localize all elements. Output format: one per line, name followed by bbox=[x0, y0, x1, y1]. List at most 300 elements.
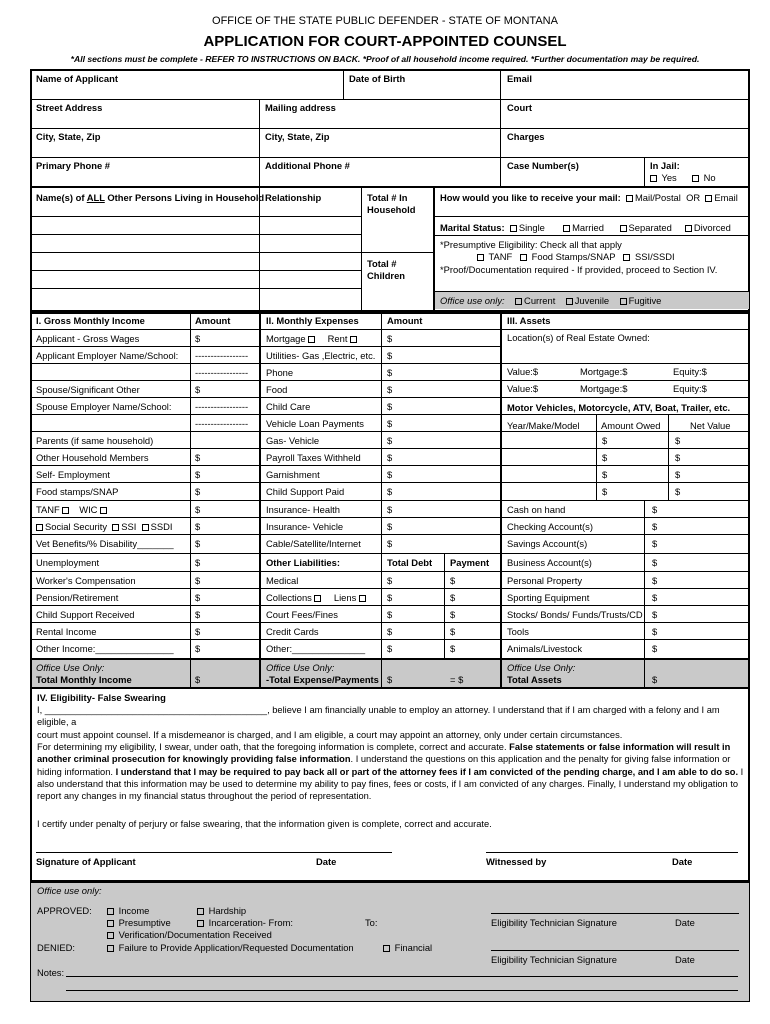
checkbox-icon[interactable] bbox=[107, 920, 114, 927]
label-children: Children bbox=[367, 270, 406, 281]
wic-label: WIC bbox=[79, 504, 98, 515]
expense-row-amount[interactable]: $ bbox=[387, 486, 393, 497]
liability-row-collections-liens bbox=[266, 592, 368, 603]
fugitive-option: Fugitive bbox=[628, 295, 662, 306]
income-row-label: Spouse Employer Name/School: bbox=[36, 401, 172, 412]
real-estate-equity-1: Equity:$ bbox=[673, 366, 707, 377]
mail-postal-option: Mail/Postal bbox=[635, 192, 681, 203]
snap-option: Food Stamps/SNAP bbox=[531, 251, 616, 262]
label-city-state-zip: City, State, Zip bbox=[36, 131, 101, 142]
expense-row-label: Cable/Satellite/Internet bbox=[266, 538, 361, 549]
liability-total-debt[interactable]: $ bbox=[387, 626, 393, 637]
presumptive-label: *Presumptive Eligibility: Check all that apply bbox=[440, 239, 622, 250]
checkbox-icon[interactable] bbox=[510, 225, 517, 232]
checkbox-icon[interactable] bbox=[477, 254, 484, 261]
vehicle-net-value[interactable]: $ bbox=[675, 469, 681, 480]
p2-b: False statements or false information will result in another criminal prosecution for knowingly providing false information bbox=[37, 742, 731, 765]
approved-verification-label: Verification/Documentation Received bbox=[118, 929, 272, 940]
real-estate-equity-2: Equity:$ bbox=[673, 383, 707, 394]
checkbox-icon[interactable] bbox=[308, 336, 315, 343]
expense-row-amount[interactable]: $ bbox=[387, 350, 393, 361]
office-use-label: Office use only: bbox=[440, 295, 505, 306]
denied-financial[interactable] bbox=[383, 942, 432, 953]
approved-incarceration-label: Incarceration- From: bbox=[208, 917, 294, 928]
income-row-line bbox=[30, 397, 261, 398]
asset-row-amount[interactable]: $ bbox=[652, 592, 658, 603]
mail-preference bbox=[440, 192, 738, 203]
checkbox-icon[interactable] bbox=[36, 524, 43, 531]
asset-row-amount[interactable]: $ bbox=[652, 504, 658, 515]
income-row-label: Applicant - Gross Wages bbox=[36, 333, 140, 344]
income-row-line bbox=[30, 605, 261, 606]
asset-row-label: Business Account(s) bbox=[507, 557, 592, 568]
income-row-amount[interactable]: ----------------- bbox=[195, 350, 249, 361]
approved-hardship-label: Hardship bbox=[208, 905, 247, 916]
header-row-line bbox=[30, 329, 750, 330]
vehicles-header: Motor Vehicles, Motorcycle, ATV, Boat, Trailer, etc. bbox=[507, 402, 731, 413]
witness-date-label: Date bbox=[672, 856, 693, 867]
liability-total-debt[interactable]: $ bbox=[387, 643, 393, 654]
proof-note: *Proof/Documentation required - If provided, proceed to Section IV. bbox=[440, 264, 718, 275]
asset-row-label: Personal Property bbox=[507, 575, 583, 586]
tech-date-label-2: Date bbox=[675, 954, 695, 965]
liability-payment[interactable]: $ bbox=[450, 643, 456, 654]
witnessed-by-label: Witnessed by bbox=[486, 856, 547, 867]
real-estate-value-2: Value:$ bbox=[507, 383, 539, 394]
tech-signature-label-1: Eligibility Technician Signature bbox=[491, 917, 617, 928]
income-row-line bbox=[30, 571, 261, 572]
expense-row-amount[interactable]: $ bbox=[387, 469, 393, 480]
checkbox-icon[interactable] bbox=[563, 225, 570, 232]
liens-label: Liens bbox=[333, 592, 357, 603]
form-title: APPLICATION FOR COURT-APPOINTED COUNSEL bbox=[203, 33, 567, 50]
total-monthly-income-value[interactable]: $ bbox=[195, 674, 201, 685]
expense-office-use: Office Use Only: bbox=[266, 662, 335, 673]
checkbox-icon[interactable] bbox=[62, 507, 69, 514]
notes-line-1[interactable] bbox=[66, 976, 738, 977]
expense-row-label: Insurance- Vehicle bbox=[266, 521, 344, 532]
notes-label: Notes: bbox=[37, 967, 65, 978]
liability-payment[interactable]: $ bbox=[450, 575, 456, 586]
income-row-amount[interactable]: $ bbox=[195, 504, 201, 515]
denied-financial-label: Financial bbox=[394, 942, 433, 953]
income-row-amount[interactable]: $ bbox=[195, 643, 201, 654]
asset-row-amount[interactable]: $ bbox=[652, 626, 658, 637]
checkbox-icon[interactable] bbox=[685, 225, 692, 232]
liability-payment[interactable]: $ bbox=[450, 592, 456, 603]
total-assets-value[interactable]: $ bbox=[652, 674, 658, 685]
juvenile-option: Juvenile bbox=[574, 295, 610, 306]
asset-row-label: Checking Account(s) bbox=[507, 521, 593, 532]
liability-payment[interactable]: $ bbox=[450, 609, 456, 620]
assets-header: III. Assets bbox=[507, 315, 551, 326]
income-row-amount[interactable]: $ bbox=[195, 333, 201, 344]
total-expense-value[interactable]: $ bbox=[387, 674, 393, 685]
asset-row-line bbox=[501, 553, 750, 554]
income-row-amount[interactable]: $ bbox=[195, 486, 201, 497]
approved-presumptive-label: Presumptive bbox=[118, 917, 171, 928]
income-row-line bbox=[30, 639, 261, 640]
real-estate-label: Location(s) of Real Estate Owned: bbox=[507, 332, 650, 343]
denied-failure-label: Failure to Provide Application/Requested Documentation bbox=[118, 942, 354, 953]
ssdi-label: SSDI bbox=[150, 521, 173, 532]
expense-row-line bbox=[260, 448, 501, 449]
expense-row-label: Gas- Vehicle bbox=[266, 435, 320, 446]
label-case-numbers: Case Number(s) bbox=[507, 160, 579, 171]
expense-row-line bbox=[260, 397, 501, 398]
asset-row-line bbox=[501, 380, 750, 381]
witness-line[interactable] bbox=[486, 852, 738, 853]
income-row-amount[interactable]: $ bbox=[195, 557, 201, 568]
checkbox-icon[interactable] bbox=[650, 175, 657, 182]
checkbox-icon[interactable] bbox=[350, 336, 357, 343]
real-estate-mortgage-1: Mortgage:$ bbox=[580, 366, 628, 377]
expense-row-amount[interactable]: $ bbox=[387, 538, 393, 549]
label-total-children: Total # bbox=[367, 258, 397, 269]
income-row-label: Spouse/Significant Other bbox=[36, 384, 140, 395]
checkbox-icon[interactable] bbox=[623, 254, 630, 261]
tech-signature-label-2: Eligibility Technician Signature bbox=[491, 954, 617, 965]
form-note: *All sections must be complete - REFER TO INSTRUCTIONS ON BACK. *Proof of all household income required. *Further documentation may be required. bbox=[70, 54, 700, 64]
expense-row-line bbox=[260, 500, 501, 501]
liability-row-label: Other:______________ bbox=[266, 643, 366, 654]
expense-row-label: Vehicle Loan Payments bbox=[266, 418, 364, 429]
approved-income-label: Income bbox=[118, 905, 150, 916]
income-row-label: Food stamps/SNAP bbox=[36, 486, 119, 497]
asset-row-label: Sporting Equipment bbox=[507, 592, 590, 603]
checkbox-icon[interactable] bbox=[705, 195, 712, 202]
asset-row-line bbox=[501, 397, 750, 398]
asset-row-line bbox=[501, 639, 750, 640]
checkbox-icon[interactable] bbox=[692, 175, 699, 182]
office-title: OFFICE OF THE STATE PUBLIC DEFENDER - STATE OF MONTANA bbox=[212, 15, 558, 27]
expense-row-label: Garnishment bbox=[266, 469, 320, 480]
checkbox-icon[interactable] bbox=[142, 524, 149, 531]
expense-row-line bbox=[260, 346, 501, 347]
asset-row-line bbox=[501, 605, 750, 606]
expense-row-amount[interactable]: $ bbox=[387, 435, 393, 446]
label-date-of-birth: Date of Birth bbox=[349, 73, 406, 84]
signature-date-label: Date bbox=[316, 856, 337, 867]
eligibility-header: IV. Eligibility- False Swearing bbox=[37, 692, 166, 703]
income-row-amount[interactable]: ----------------- bbox=[195, 418, 249, 429]
label-mailing-city-state-zip: City, State, Zip bbox=[265, 131, 330, 142]
income-row-amount[interactable]: $ bbox=[195, 626, 201, 637]
label-relationship: Relationship bbox=[265, 192, 322, 203]
income-amount-header: Amount bbox=[195, 315, 231, 326]
expense-row-mortgage-rent bbox=[266, 333, 359, 344]
vehicle-amount-owed[interactable]: $ bbox=[602, 486, 608, 497]
income-row-line bbox=[30, 553, 261, 554]
income-row-line bbox=[30, 414, 261, 415]
vehicle-amount-owed[interactable]: $ bbox=[602, 435, 608, 446]
vehicle-net-value[interactable]: $ bbox=[675, 486, 681, 497]
income-row-amount[interactable]: $ bbox=[195, 609, 201, 620]
checkbox-icon[interactable] bbox=[197, 908, 204, 915]
office-use-status bbox=[440, 295, 661, 306]
single-option: Single bbox=[518, 222, 545, 233]
income-office-use: Office Use Only: bbox=[36, 662, 105, 673]
expense-row-amount[interactable]: $ bbox=[387, 452, 393, 463]
asset-row-line bbox=[501, 517, 750, 518]
income-row-amount[interactable]: $ bbox=[195, 469, 201, 480]
income-row-line bbox=[30, 517, 261, 518]
income-row-amount[interactable]: $ bbox=[195, 384, 201, 395]
income-header: I. Gross Monthly Income bbox=[36, 315, 145, 326]
ssi-label: SSI bbox=[121, 521, 137, 532]
approved-presumptive[interactable] bbox=[107, 917, 171, 928]
expense-row-label: Phone bbox=[266, 367, 294, 378]
total-expense-label: -Total Expense/Payments bbox=[266, 674, 379, 685]
income-row-line bbox=[30, 431, 261, 432]
income-row-label: Rental Income bbox=[36, 626, 97, 637]
presumptive-options bbox=[477, 251, 675, 262]
vehicle-amount-owed[interactable]: $ bbox=[602, 452, 608, 463]
income-row-amount[interactable]: ----------------- bbox=[195, 401, 249, 412]
vehicle-net-value[interactable]: $ bbox=[675, 435, 681, 446]
label-email: Email bbox=[507, 73, 533, 84]
income-row-amount[interactable]: ----------------- bbox=[195, 367, 249, 378]
tanf-option: TANF bbox=[488, 251, 513, 262]
in-jail-no-label: No bbox=[703, 172, 716, 183]
asset-row-amount[interactable]: $ bbox=[652, 538, 658, 549]
income-row-amount[interactable]: $ bbox=[195, 538, 201, 549]
label-in-jail: In Jail: bbox=[650, 160, 680, 171]
expense-row-line bbox=[260, 571, 501, 572]
asset-row-line bbox=[501, 431, 750, 432]
approved-label: APPROVED: bbox=[37, 905, 92, 916]
notes-line-2[interactable] bbox=[66, 990, 738, 991]
in-jail-yes-label: Yes bbox=[661, 172, 677, 183]
p2-e: I also understand that this information may be used to determine my ability to pay fines, fees or costs, if I am convicted of any charges. Finally, I understand my obligation to report any changes in my financial status throughout the period of representation. bbox=[37, 766, 744, 802]
expense-row-line bbox=[260, 534, 501, 535]
denied-failure[interactable] bbox=[107, 942, 354, 953]
asset-row-amount[interactable]: $ bbox=[652, 609, 658, 620]
expenses-amount-header: Amount bbox=[387, 315, 423, 326]
collections-label: Collections bbox=[266, 592, 312, 603]
income-row-label: Other Household Members bbox=[36, 452, 149, 463]
expense-row-amount[interactable]: $ bbox=[387, 504, 393, 515]
income-row-label: Other Income:_______________ bbox=[36, 643, 174, 654]
label-mailing-address: Mailing address bbox=[265, 102, 336, 113]
checkbox-icon[interactable] bbox=[566, 298, 573, 305]
label-street-address: Street Address bbox=[36, 102, 103, 113]
asset-row-label: Savings Account(s) bbox=[507, 538, 588, 549]
tech-date-label-1: Date bbox=[675, 917, 695, 928]
expense-row-label: Payroll Taxes Withheld bbox=[266, 452, 361, 463]
label-charges: Charges bbox=[507, 131, 545, 142]
office-use-only-label: Office use only: bbox=[37, 885, 102, 896]
income-row-label: Worker's Compensation bbox=[36, 575, 136, 586]
asset-row-line bbox=[501, 482, 750, 483]
total-payment-value[interactable]: = $ bbox=[450, 674, 464, 685]
in-jail-yes[interactable] bbox=[650, 172, 677, 183]
income-row-line bbox=[30, 588, 261, 589]
asset-row-line bbox=[501, 571, 750, 572]
current-option: Current bbox=[524, 295, 556, 306]
other-liabilities-header: Other Liabilities: bbox=[266, 557, 340, 568]
marital-status bbox=[440, 222, 731, 233]
label-household: Household bbox=[367, 204, 416, 215]
label-court: Court bbox=[507, 102, 532, 113]
expense-row-line bbox=[260, 465, 501, 466]
eligibility-paragraph-1 bbox=[37, 704, 749, 741]
expense-row-label: Utilities- Gas ,Electric, etc. bbox=[266, 350, 376, 361]
social-security-label: Social Security bbox=[45, 521, 108, 532]
liability-row-label: Medical bbox=[266, 575, 299, 586]
tech-signature-line-2[interactable] bbox=[491, 950, 739, 951]
income-row-label: Pension/Retirement bbox=[36, 592, 119, 603]
checkbox-icon[interactable] bbox=[383, 945, 390, 952]
email-option: Email bbox=[714, 192, 738, 203]
checkbox-icon[interactable] bbox=[626, 195, 633, 202]
income-row-amount[interactable]: $ bbox=[195, 592, 201, 603]
tanf-label: TANF bbox=[36, 504, 60, 515]
expense-row-line bbox=[260, 639, 501, 640]
net-value-header: Net Value bbox=[690, 420, 731, 431]
expense-row-amount[interactable]: $ bbox=[387, 384, 393, 395]
expense-row-label: Child Support Paid bbox=[266, 486, 345, 497]
vehicle-amount-owed[interactable]: $ bbox=[602, 469, 608, 480]
amount-owed-header: Amount Owed bbox=[601, 420, 661, 431]
label-additional-phone: Additional Phone # bbox=[265, 160, 350, 171]
expense-row-amount[interactable]: $ bbox=[387, 333, 393, 344]
income-row-label: Self- Employment bbox=[36, 469, 110, 480]
p2-c: . I understand the questions on this application and the penalty for giving false information or hiding information. bbox=[37, 754, 731, 777]
checkbox-icon[interactable] bbox=[359, 595, 366, 602]
label-name-of-applicant: Name of Applicant bbox=[36, 73, 118, 84]
liability-payment[interactable]: $ bbox=[450, 626, 456, 637]
tech-signature-line-1[interactable] bbox=[491, 913, 739, 914]
expense-row-line bbox=[260, 588, 501, 589]
checkbox-icon[interactable] bbox=[112, 524, 119, 531]
income-row-line bbox=[30, 363, 261, 364]
expense-row-line bbox=[260, 517, 501, 518]
asset-row-line bbox=[501, 448, 750, 449]
label-total-in: Total # In bbox=[367, 192, 408, 203]
income-row-amount[interactable]: $ bbox=[195, 521, 201, 532]
checkbox-icon[interactable] bbox=[107, 932, 114, 939]
p2-d: I understand that I may be required to pay back all or part of the attorney fees if I am convicted of the pending charge, and I am able to do so. bbox=[115, 766, 739, 777]
rent-label: Rent bbox=[327, 333, 348, 344]
year-make-model-header: Year/Make/Model bbox=[507, 420, 580, 431]
signature-label: Signature of Applicant bbox=[36, 856, 136, 867]
income-row-amount[interactable]: $ bbox=[195, 452, 201, 463]
checkbox-icon[interactable] bbox=[314, 595, 321, 602]
income-row-label: Vet Benefits/% Disability_______ bbox=[36, 538, 174, 549]
asset-row-amount[interactable]: $ bbox=[652, 643, 658, 654]
signature-line[interactable] bbox=[36, 852, 392, 853]
real-estate-mortgage-2: Mortgage:$ bbox=[580, 383, 628, 394]
liability-total-debt[interactable]: $ bbox=[387, 575, 393, 586]
expense-row-line bbox=[260, 380, 501, 381]
expense-row-line bbox=[260, 431, 501, 432]
asset-row-line bbox=[501, 588, 750, 589]
expense-row-line bbox=[260, 414, 501, 415]
approved-hardship[interactable] bbox=[197, 905, 246, 916]
asset-row-amount[interactable]: $ bbox=[652, 575, 658, 586]
assets-office-use: Office Use Only: bbox=[507, 662, 576, 673]
liability-total-debt[interactable]: $ bbox=[387, 609, 393, 620]
expense-row-amount[interactable]: $ bbox=[387, 418, 393, 429]
income-row-line bbox=[30, 534, 261, 535]
eligibility-paragraph-3: I certify under penalty of perjury or false swearing, that the information given is complete, correct and accurate. bbox=[37, 819, 492, 829]
income-row-line bbox=[30, 482, 261, 483]
married-option: Married bbox=[572, 222, 604, 233]
approved-verification[interactable] bbox=[107, 929, 272, 940]
expense-row-line bbox=[260, 605, 501, 606]
checkbox-icon[interactable] bbox=[620, 225, 627, 232]
liability-total-debt[interactable]: $ bbox=[387, 592, 393, 603]
incarceration-to-label: To: bbox=[365, 917, 378, 928]
asset-row-label: Tools bbox=[507, 626, 529, 637]
divorced-option: Divorced bbox=[693, 222, 731, 233]
total-assets-label: Total Assets bbox=[507, 674, 562, 685]
expenses-header: II. Monthly Expenses bbox=[266, 315, 359, 326]
income-row-social-security bbox=[36, 521, 172, 532]
expense-row-amount[interactable]: $ bbox=[387, 401, 393, 412]
income-row-line bbox=[30, 500, 261, 501]
marital-status-label: Marital Status: bbox=[440, 222, 505, 233]
p2-a: For determining my eligibility, I swear, under oath, that the foregoing information is complete, correct and accurate. bbox=[37, 742, 510, 752]
income-row-line bbox=[30, 465, 261, 466]
total-monthly-income-label: Total Monthly Income bbox=[36, 674, 132, 685]
expense-row-label: Food bbox=[266, 384, 288, 395]
checkbox-icon[interactable] bbox=[620, 298, 627, 305]
checkbox-icon[interactable] bbox=[520, 254, 527, 261]
expense-row-line bbox=[260, 553, 501, 554]
income-row-label: Applicant Employer Name/School: bbox=[36, 350, 179, 361]
liability-row-label: Court Fees/Fines bbox=[266, 609, 338, 620]
or-label: OR bbox=[686, 192, 701, 203]
approved-income[interactable] bbox=[107, 905, 149, 916]
checkbox-icon[interactable] bbox=[107, 945, 114, 952]
asset-row-label: Stocks/ Bonds/ Funds/Trusts/CD bbox=[507, 609, 643, 620]
asset-row-label: Animals/Livestock bbox=[507, 643, 583, 654]
checkbox-icon[interactable] bbox=[197, 920, 204, 927]
checkbox-icon[interactable] bbox=[100, 507, 107, 514]
expense-row-amount[interactable]: $ bbox=[387, 521, 393, 532]
income-row-amount[interactable]: $ bbox=[195, 575, 201, 586]
label-household-names: Name(s) of ALL Other Persons Living in Household bbox=[36, 192, 265, 203]
payment-header: Payment bbox=[450, 557, 490, 568]
eligibility-paragraph-2 bbox=[37, 741, 749, 802]
ssi-option: SSI/SSDI bbox=[634, 251, 675, 262]
mail-preference-label: How would you like to receive your mail: bbox=[440, 192, 621, 203]
in-jail-no[interactable] bbox=[692, 172, 716, 183]
approved-incarceration[interactable] bbox=[197, 917, 293, 928]
asset-row-line bbox=[501, 465, 750, 466]
asset-row-amount[interactable]: $ bbox=[652, 521, 658, 532]
vehicle-net-value[interactable]: $ bbox=[675, 452, 681, 463]
liability-row-label: Credit Cards bbox=[266, 626, 319, 637]
asset-row-amount[interactable]: $ bbox=[652, 557, 658, 568]
income-row-line bbox=[30, 448, 261, 449]
expense-row-line bbox=[260, 622, 501, 623]
expense-row-line bbox=[260, 482, 501, 483]
expense-row-amount[interactable]: $ bbox=[387, 367, 393, 378]
asset-row-line bbox=[501, 534, 750, 535]
separated-option: Separated bbox=[628, 222, 672, 233]
income-row-label: Unemployment bbox=[36, 557, 100, 568]
mortgage-label: Mortgage bbox=[266, 333, 306, 344]
eligibility-p1-line1: I, ___________________________________________, believe I am financially unable to employ an attorney. I understand that if I am charged with a felony and I am eligible, a bbox=[37, 705, 720, 728]
expense-row-label: Child Care bbox=[266, 401, 311, 412]
checkbox-icon[interactable] bbox=[107, 908, 114, 915]
real-estate-value-1: Value:$ bbox=[507, 366, 539, 377]
checkbox-icon[interactable] bbox=[515, 298, 522, 305]
label-primary-phone: Primary Phone # bbox=[36, 160, 110, 171]
